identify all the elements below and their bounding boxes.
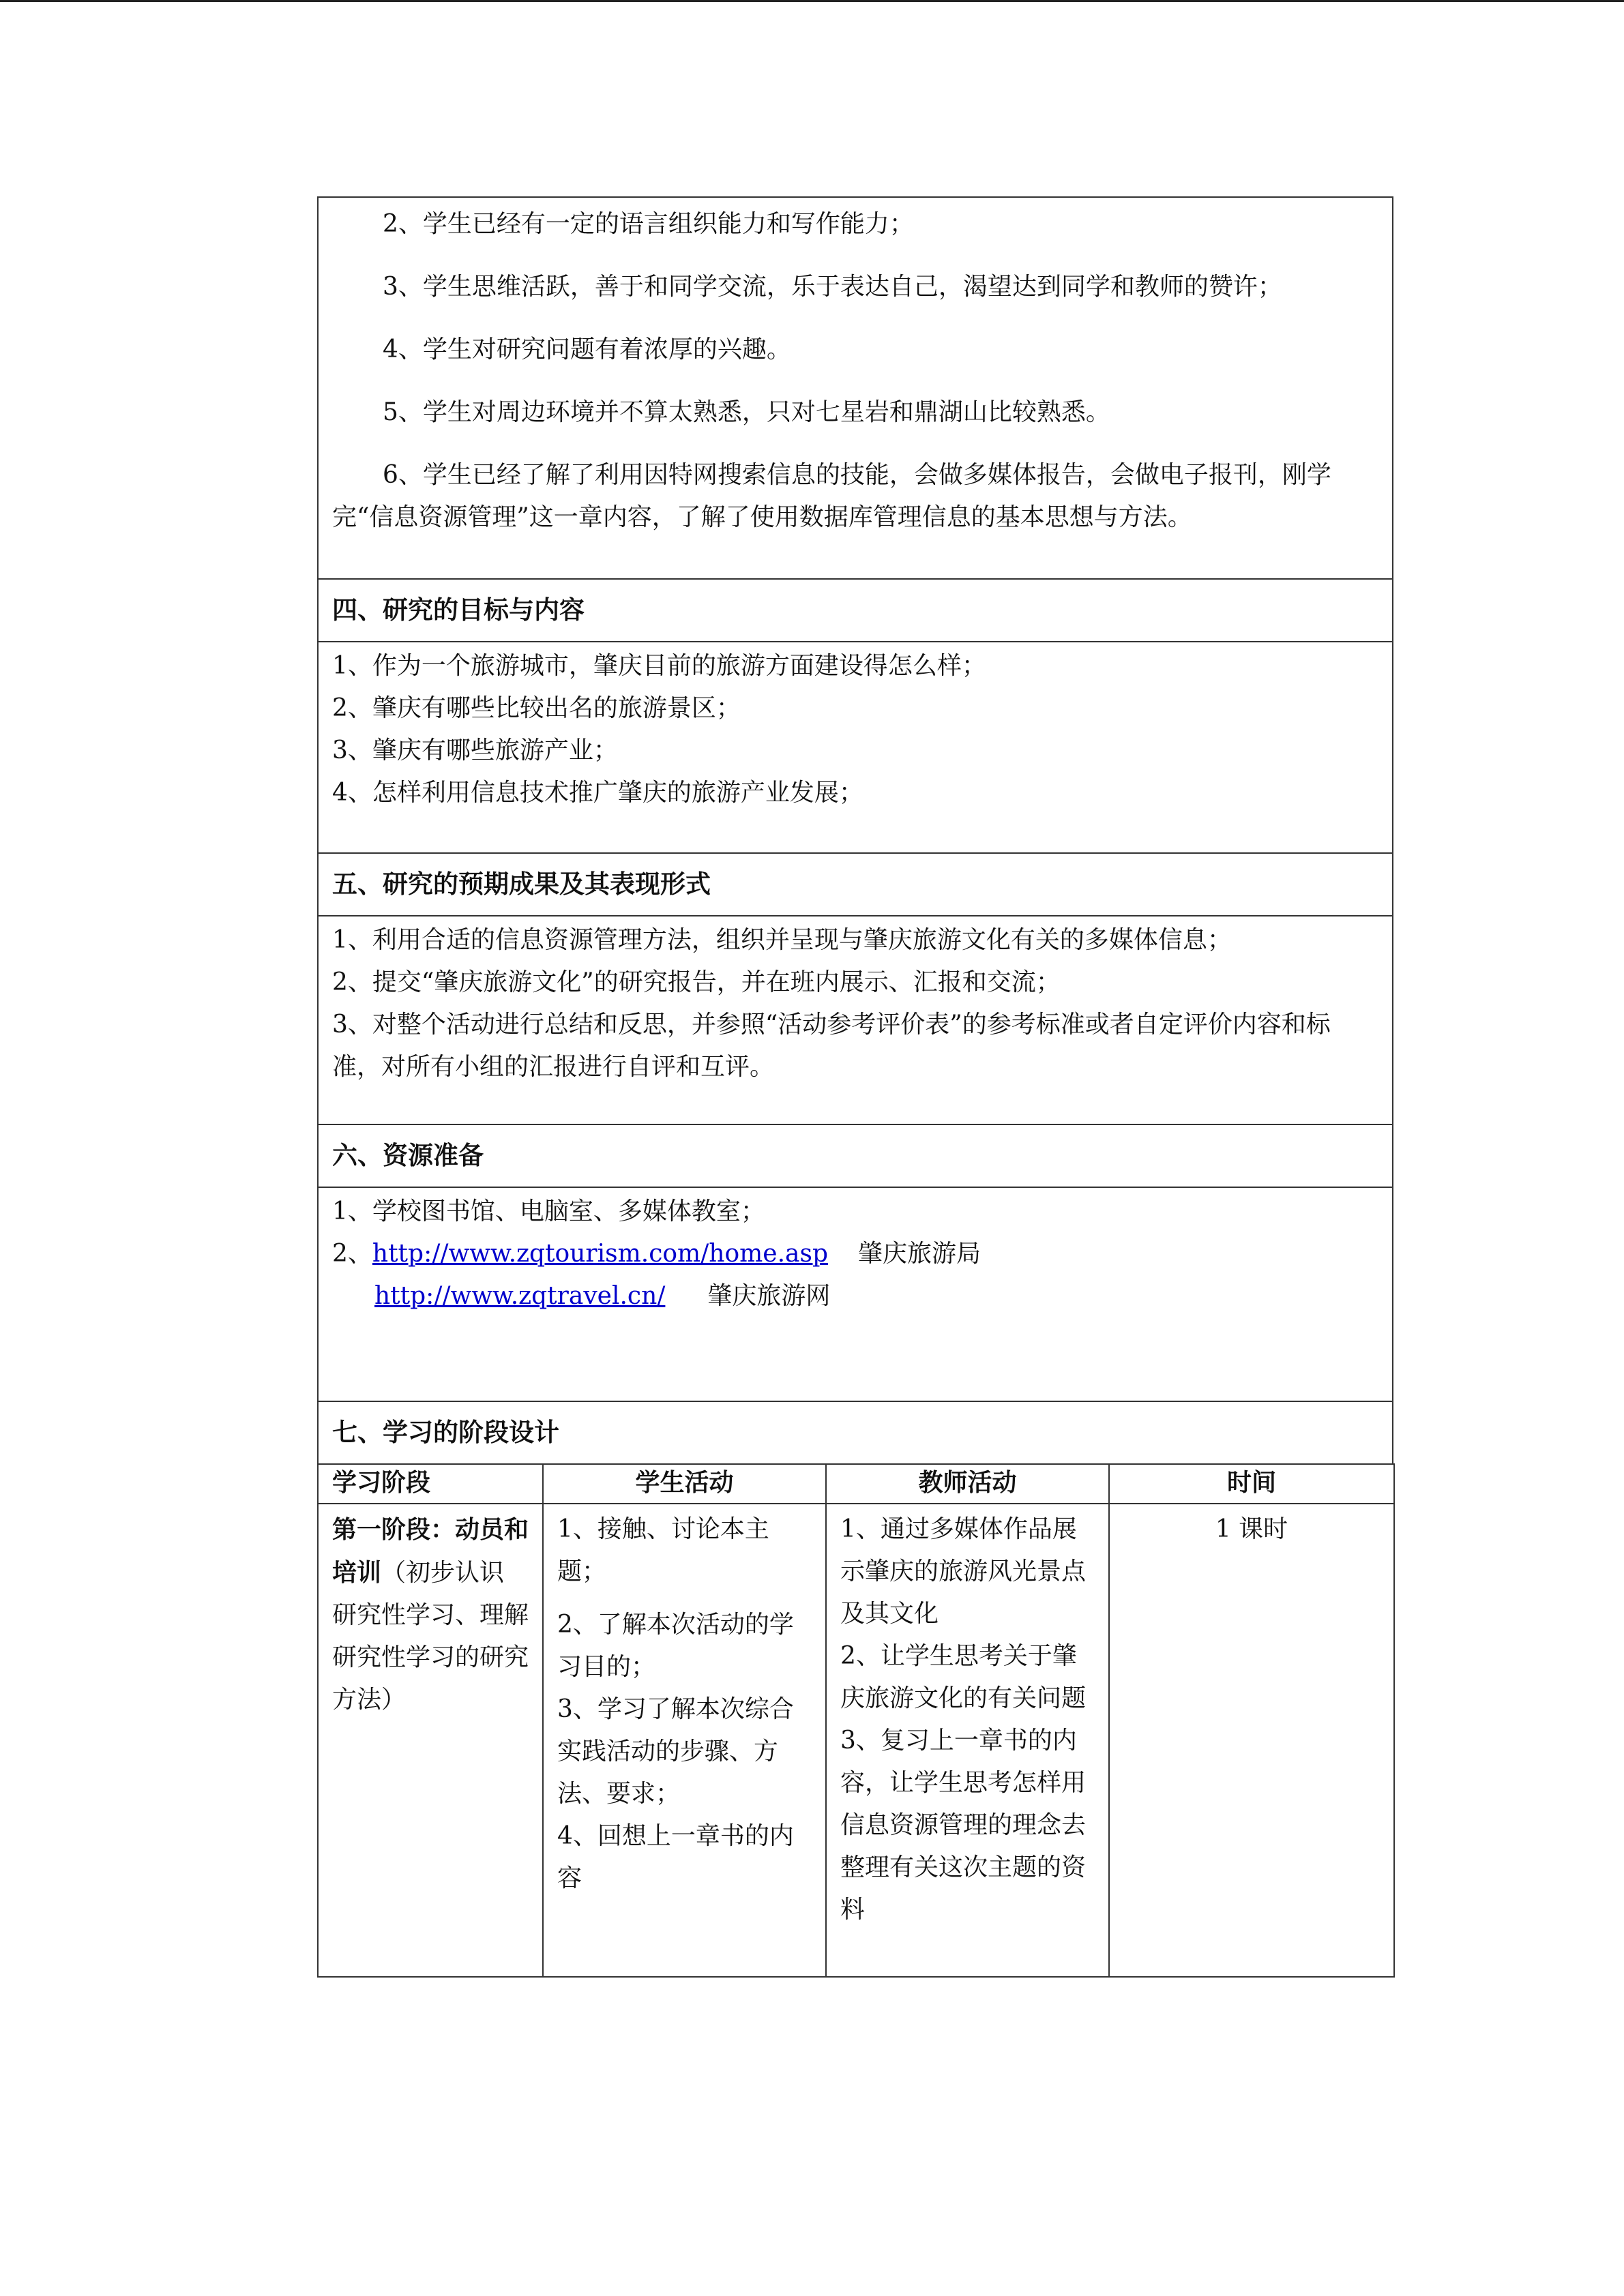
section5-title: 五、研究的预期成果及其表现形式 [332,869,711,899]
zqtourism-link[interactable]: http://www.zqtourism.com/home.asp [372,1240,829,1268]
zqtravel-name: 肇庆旅游网 [707,1282,831,1310]
student-situation-cell [318,197,1393,579]
situation-item: 2、学生已经有一定的语言组织能力和写作能力； [383,210,914,238]
header-teacher-activity: 教师活动 [826,1464,1109,1504]
resource-item-2 [332,1233,1378,1275]
section4-item: 2、肇庆有哪些比较出名的旅游景区； [332,694,741,722]
section4-item: 4、怎样利用信息技术推广肇庆的旅游产业发展； [332,779,863,807]
student-activity-item: 4、回想上一章书的内容 [557,1822,794,1892]
section5-item: 3、对整个活动进行总结和反思，并参照“活动参考评价表”的参考标准或者自定评价内容和标准，对所有小组的汇报进行自评和互评。 [332,1011,1331,1081]
zqtravel-link[interactable]: http://www.zqtravel.cn/ [374,1282,666,1310]
stage-name: 第一阶段：动员和培训 [332,1515,529,1587]
situation-item: 4、学生对研究问题有着浓厚的兴趣。 [383,336,791,363]
stage-row [318,1504,1394,1977]
header-time: 时间 [1109,1464,1394,1504]
stage-cell [318,1504,543,1977]
section6-title: 六、资源准备 [332,1140,484,1170]
student-activity-cell [543,1504,826,1977]
stage-design-table [317,1463,1395,1978]
section7-title: 七、学习的阶段设计 [332,1417,559,1447]
outer-frame [317,196,1393,1465]
document-table [317,196,1393,1978]
stage-header-row [318,1464,1394,1504]
teacher-activity-item: 2、让学生思考关于肇庆旅游文化的有关问题 [840,1642,1087,1712]
teacher-activity-cell [826,1504,1109,1977]
student-activity-item: 3、学习了解本次综合实践活动的步骤、方法、要求； [557,1695,794,1808]
header-student-activity: 学生活动 [543,1464,826,1504]
section5-item: 2、提交“肇庆旅游文化”的研究报告，并在班内展示、汇报和交流； [332,968,1061,996]
situation-item: 5、学生对周边环境并不算太熟悉，只对七星岩和鼎湖山比较熟悉。 [383,398,1110,426]
situation-item: 3、学生思维活跃，善于和同学交流，乐于表达自己，渴望达到同学和教师的赞许； [383,273,1282,301]
section4-body [318,642,1393,853]
student-activity-item: 1、接触、讨论本主题； [557,1515,769,1585]
section5-item: 1、利用合适的信息资源管理方法，组织并呈现与肇庆旅游文化有关的多媒体信息； [332,926,1232,954]
zqtourism-name: 肇庆旅游局 [858,1240,981,1268]
time-cell [1109,1504,1394,1977]
teacher-activity-item: 1、通过多媒体作品展示肇庆的旅游风光景点及其文化 [840,1515,1087,1628]
page-top-border [0,0,1624,2]
section6-body [318,1187,1393,1401]
stage-note: （初步认识研究性学习、理解研究性学习的研究方法） [332,1559,529,1714]
teacher-activity-item: 3、复习上一章书的内容，让学生思考怎样用信息资源管理的理念去整理有关这次主题的资料 [840,1727,1087,1924]
section4-item: 3、肇庆有哪些旅游产业； [332,736,618,764]
section5-body [318,916,1393,1124]
situation-item: 6、学生已经了解了利用因特网搜索信息的技能，会做多媒体报告，会做电子报刊，刚学完“信息资源管理”这一章内容，了解了使用数据库管理信息的基本思想与方法。 [332,461,1331,531]
student-activity-item: 2、了解本次活动的学习目的； [557,1611,794,1681]
resource-item-3 [332,1275,1378,1317]
time-value: 1 课时 [1215,1515,1288,1543]
resource-item-1: 1、学校图书馆、电脑室、多媒体教室； [332,1197,765,1225]
section4-title: 四、研究的目标与内容 [332,595,585,625]
resource-item-2-prefix: 2、 [332,1240,372,1268]
section4-item: 1、作为一个旅游城市，肇庆目前的旅游方面建设得怎么样； [332,652,986,680]
header-stage: 学习阶段 [318,1464,543,1504]
